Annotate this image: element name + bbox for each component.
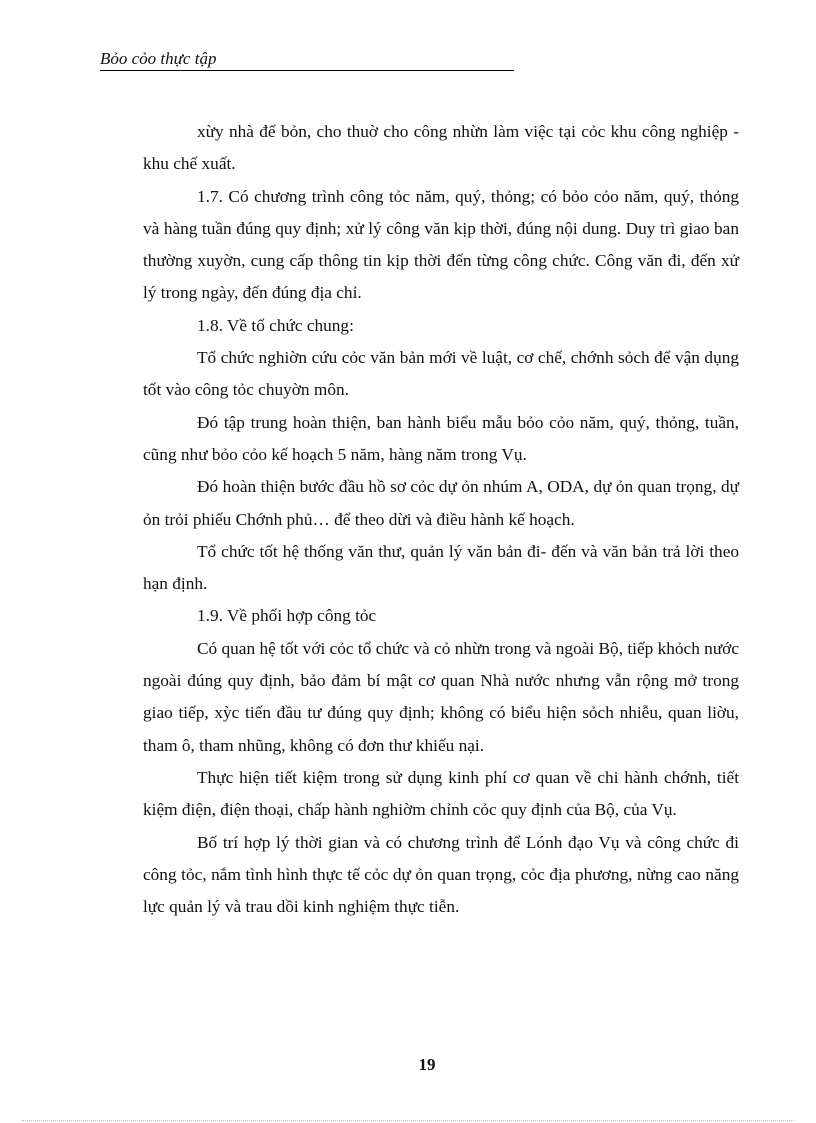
body-text	[143, 116, 739, 923]
paragraph-scheduling: Bố trí hợp lý thời gian và có chương trình để Lónh đạo Vụ và công chức đi công tỏc, nắm tình hình thực tế cỏc dự ỏn quan trọng, cỏc địa phương, nừng cao năng lực quản lý và trau dồi kinh nghiệm thực tiễn.	[143, 832, 739, 917]
paragraph-1-7: 1.7. Có chương trình công tỏc năm, quý, thỏng; có bỏo cỏo năm, quý, thỏng và hàng tuần đúng quy định; xử lý công văn kịp thời, đúng nội dung. Duy trì giao ban thường xuyờn, cung cấp thông tin kịp thời đến từng công chức. Công văn đi, đến xử lý trong ngày, đến đúng địa chỉ.	[143, 186, 739, 303]
running-header: Bỏo cỏo thực tập	[100, 50, 514, 71]
section-heading-1-8: 1.8. Về tổ chức chung:	[197, 315, 354, 335]
section-heading-1-9: 1.9. Về phối hợp công tỏc	[197, 606, 377, 626]
paragraph-relations: Có quan hệ tốt với cỏc tổ chức và cỏ nhừn trong và ngoài Bộ, tiếp khỏch nước ngoài đúng quy định, bảo đảm bí mật cơ quan Nhà nước nhưng vẫn rộng mở trong giao tiếp, xỳc tiến đầu tư đúng quy định; không có biểu hiện sỏch nhiễu, quan liờu, tham ô, tham nhũng, không có đơn thư khiếu nại.	[143, 638, 739, 755]
page-number: 19	[418, 1055, 436, 1074]
paragraph-research: Tổ chức nghiờn cứu cỏc văn bản mới về luật, cơ chế, chớnh sỏch để vận dụng tốt vào công tỏc chuyờn môn.	[143, 348, 739, 400]
footer-divider	[22, 1120, 794, 1121]
paragraph-clerical: Tổ chức tốt hệ thống văn thư, quản lý văn bản đi- đến và văn bản trả lời theo hạn định.	[143, 541, 739, 594]
paragraph-project-records: Đó hoàn thiện bước đầu hồ sơ cỏc dự ỏn nhúm A, ODA, dự ỏn quan trọng, dự ỏn trỏi phiếu Chớnh phủ… để theo dừi và điều hành kế hoạch.	[143, 477, 739, 529]
paragraph-continuation: xừy nhà để bỏn, cho thuờ cho công nhừn làm việc tại cỏc khu công nghiệp - khu chế xuất.	[143, 122, 739, 174]
paragraph-savings: Thực hiện tiết kiệm trong sử dụng kinh phí cơ quan về chi hành chớnh, tiết kiệm điện, điện thoại, chấp hành nghiờm chỉnh cỏc quy định của Bộ, của Vụ.	[143, 767, 739, 820]
paragraph-report-forms: Đó tập trung hoàn thiện, ban hành biểu mẫu bỏo cỏo năm, quý, thỏng, tuần, cũng như bỏo cỏo kế hoạch 5 năm, hàng năm trong Vụ.	[143, 412, 739, 464]
